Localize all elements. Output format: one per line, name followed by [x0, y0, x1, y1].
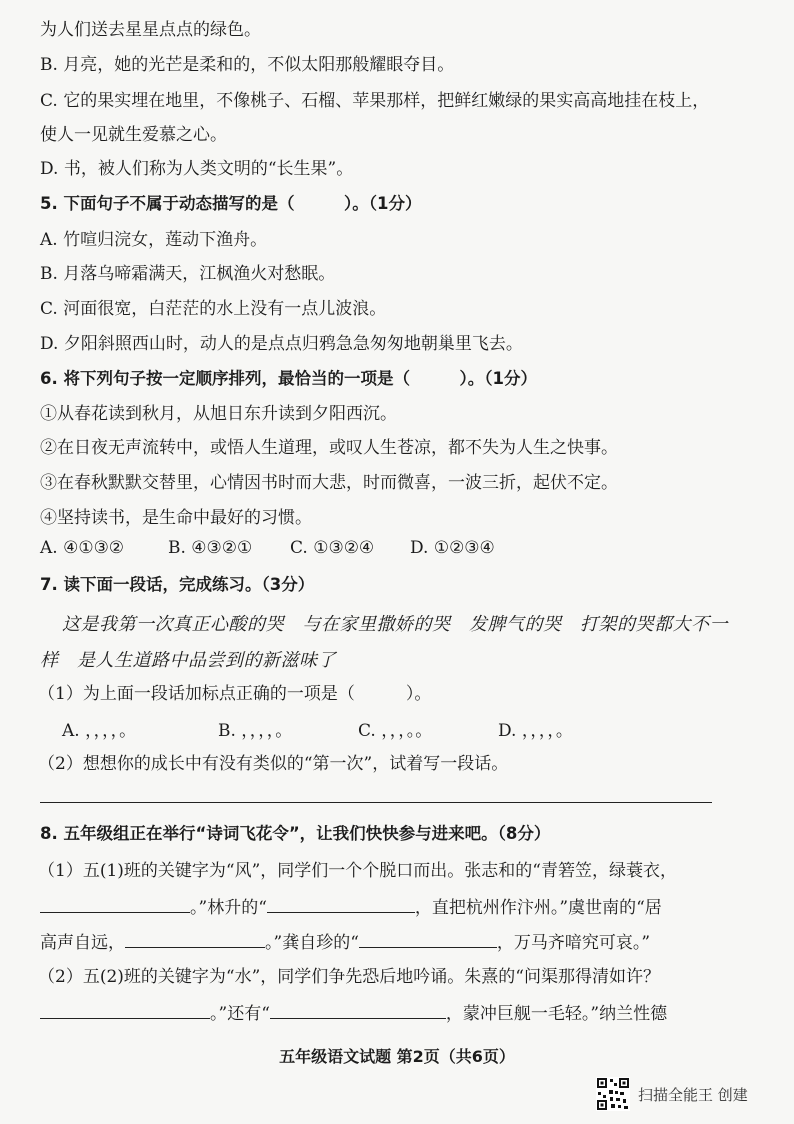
- q6-options: [40, 538, 560, 564]
- q7-passage-line-1: 这是我第一次真正心酸的哭 与在家里撒娇的哭 发脾气的哭 打架的哭都大不一: [62, 614, 728, 635]
- option-d: D. 书，被人们称为人类文明的“长生果”。: [40, 159, 354, 179]
- fill-text: 高声自远，: [40, 933, 125, 953]
- fill-text: 。”还有“: [210, 1004, 270, 1024]
- q6-option-d: D. ①②③④: [410, 538, 495, 558]
- option-b: B. 月亮，她的光芒是柔和的，不似太阳那般耀眼夺目。: [40, 55, 455, 75]
- fill-text: 。”林升的“: [190, 898, 267, 918]
- question-8-title: 8. 五年级组正在举行“诗词飞花令”，让我们快快参与进来吧。（8分）: [40, 824, 551, 843]
- watermark-text: 扫描全能王 创建: [638, 1085, 748, 1104]
- q7-option-c: C. ，，，。。: [358, 721, 433, 741]
- fill-text: 。”龚自珍的“: [265, 933, 359, 953]
- q7-passage-line-2: 样 是人生道路中品尝到的新滋味了: [40, 650, 336, 671]
- q7-part-1-options: [62, 716, 582, 742]
- q6-option-a: A. ④①③②: [40, 538, 125, 558]
- text-line: 为人们送去星星点点的绿色。: [40, 20, 261, 40]
- qr-code-icon: [596, 1077, 630, 1111]
- blank-field[interactable]: [359, 929, 497, 948]
- q8-fill-row-1: [40, 894, 662, 920]
- blank-field[interactable]: [270, 1000, 446, 1019]
- blank-field[interactable]: [267, 894, 415, 913]
- q5-option-a: A. 竹喧归浣女，莲动下渔舟。: [40, 230, 268, 250]
- page-footer: 五年级语文试题 第2页（共6页）: [279, 1047, 515, 1066]
- q6-sentence-1: ①从春花读到秋月，从旭日东升读到夕阳西沉。: [40, 404, 397, 424]
- q7-part-2: （2）想想你的成长中有没有类似的“第一次”，试着写一段话。: [38, 754, 509, 774]
- q6-sentence-3: ③在春秋默默交替里，心情因书时而大悲，时而微喜，一波三折，起伏不定。: [40, 473, 618, 493]
- q5-option-c: C. 河面很宽，白茫茫的水上没有一点儿波浪。: [40, 299, 387, 319]
- fill-text: ，万马齐喑究可哀。”: [496, 933, 651, 953]
- fill-text: ，蒙冲巨舰一毛轻。”纳兰性德: [445, 1004, 668, 1024]
- scanner-watermark: [596, 1074, 776, 1114]
- q8-fill-row-2: [40, 929, 650, 955]
- text-line: 使人一见就生爱慕之心。: [40, 125, 227, 145]
- q7-option-b: B. ，，，，。: [218, 721, 293, 741]
- question-6-title: 6. 将下列句子按一定顺序排列，最恰当的一项是（ ）。（1分）: [40, 369, 537, 388]
- fill-text: ，直把杭州作汴州。”虞世南的“居: [414, 898, 662, 918]
- q7-option-d: D. ，，，，。: [498, 721, 573, 741]
- q8-round-1-intro: （1）五(1)班的关键字为“风”，同学们一个个脱口而出。张志和的“青箬笠，绿蓑衣，: [38, 861, 677, 881]
- q6-option-c: C. ①③②④: [290, 538, 375, 558]
- q8-round-2-intro: （2）五(2)班的关键字为“水”，同学们争先恐后地吟诵。朱熹的“问渠那得清如许？: [38, 967, 660, 987]
- q6-option-b: B. ④③②①: [168, 538, 253, 558]
- answer-line[interactable]: [40, 802, 712, 803]
- q6-sentence-4: ④坚持读书，是生命中最好的习惯。: [40, 508, 312, 528]
- blank-field[interactable]: [40, 894, 190, 913]
- question-5-title: 5. 下面句子不属于动态描写的是（ ）。（1分）: [40, 194, 422, 213]
- blank-field[interactable]: [125, 929, 265, 948]
- q5-option-d: D. 夕阳斜照西山时，动人的是点点归鸦急急匆匆地朝巢里飞去。: [40, 334, 523, 354]
- q5-option-b: B. 月落乌啼霜满天，江枫渔火对愁眠。: [40, 264, 336, 284]
- q6-sentence-2: ②在日夜无声流转中，或悟人生道理，或叹人生苍凉，都不失为人生之快事。: [40, 438, 618, 458]
- q8-fill-row-3: [40, 1000, 667, 1026]
- option-c: C. 它的果实埋在地里，不像桃子、石榴、苹果那样，把鲜红嫩绿的果实高高地挂在枝上，: [40, 91, 710, 111]
- question-7-title: 7. 读下面一段话，完成练习。（3分）: [40, 575, 315, 594]
- q7-option-a: A. ，，，，。: [62, 721, 137, 741]
- q7-part-1: （1）为上面一段话加标点正确的一项是（ ）。: [38, 684, 432, 704]
- blank-field[interactable]: [40, 1000, 210, 1019]
